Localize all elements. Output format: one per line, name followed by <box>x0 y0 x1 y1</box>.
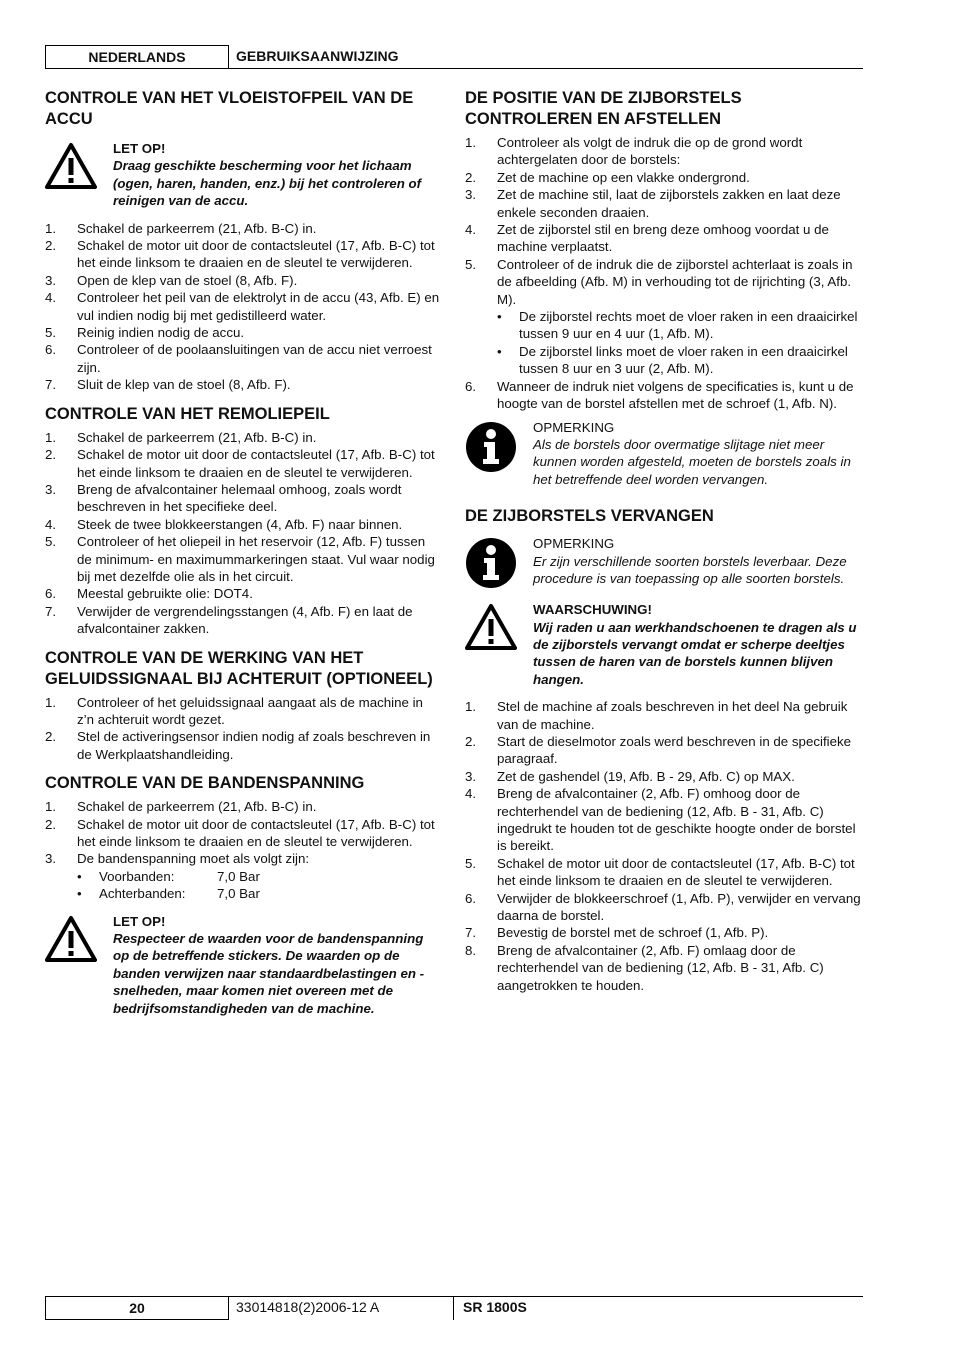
left-column <box>45 88 443 1023</box>
list-item: • De zijborstel links moet de vloer raken in een draaicirkel tussen 8 uur en 3 uur (2, Afb. M). <box>497 343 848 377</box>
list-item: 2. Stel de activeringsensor indien nodig af zoals beschreven in de Werkplaatshandleiding. <box>45 729 431 762</box>
step-list <box>465 698 865 994</box>
list-item: 1. Controleer als volgt de indruk die op de grond wordt achtergelaten door de borstels: <box>465 135 803 168</box>
section-heading-geluidssignaal: CONTROLE VAN DE WERKING VAN HET GELUIDSSIGNAAL BIJ ACHTERUIT (OPTIONEEL) <box>45 648 433 688</box>
warning-triangle-icon <box>465 603 517 651</box>
info-icon <box>465 421 517 473</box>
list-item: 2. Schakel de motor uit door de contactsleutel (17, Afb. B-C) tot het einde linksom te draaien en de sleutel te verwijderen. <box>45 447 435 480</box>
step-list <box>45 220 443 394</box>
list-item: 5. Schakel de motor uit door de contactsleutel (17, Afb. B-C) tot het einde linksom te draaien en de sleutel te verwijderen. <box>465 855 855 889</box>
note-title: LET OP! <box>113 141 166 156</box>
list-item: 5. Reinig indien nodig de accu. <box>45 325 245 341</box>
list-item: 2. Start de dieselmotor zoals werd beschreven in de specifieke paragraaf. <box>465 733 852 767</box>
footer-rule <box>228 1296 863 1297</box>
list-item: 3. Zet de gashendel (19, Afb. B - 29, Afb. C) op MAX. <box>465 768 795 784</box>
language-label: NEDERLANDS <box>45 45 229 69</box>
list-item: 2. Zet de machine op een vlakke ondergrond. <box>465 169 750 185</box>
list-item: 6. Wanneer de indruk niet volgens de specificaties is, kunt u de hoogte van de borstel afstellen met de schroef (1, Afb. N). <box>465 378 854 412</box>
section-heading-remoliepeil: CONTROLE VAN HET REMOLIEPEIL <box>45 404 330 423</box>
brush-bullet-list <box>465 308 865 378</box>
list-item: 1. Schakel de parkeerrem (21, Afb. B-C) in. <box>45 220 317 236</box>
note-text: Er zijn verschillende soorten borstels leverbaar. Deze procedure is van toepassing op alle soorten borstels. <box>533 553 847 586</box>
caution-note <box>45 913 443 1017</box>
list-item: 6. Verwijder de blokkeerschroef (1, Afb. P), verwijder en vervang daarna de borstel. <box>465 890 861 924</box>
step-list <box>45 429 443 638</box>
list-item: • Achterbanden: 7,0 Bar <box>77 886 260 902</box>
list-item: 2. Schakel de motor uit door de contactsleutel (17, Afb. B-C) tot het einde linksom te draaien en de sleutel te verwijderen. <box>45 238 435 271</box>
list-item: 4. Controleer het peil van de elektrolyt in de accu (43, Afb. E) en vul indien nodig bij met gedistilleerd water. <box>45 290 440 323</box>
list-item: 3. Zet de machine stil, laat de zijborstels zakken en laat deze enkele seconden draaien. <box>465 187 841 220</box>
list-item: • De zijborstel rechts moet de vloer raken in een draaicirkel tussen 9 uur en 4 uur (1, Afb. M). <box>497 309 858 342</box>
section-heading-zijborstels-afstellen: DE POSITIE VAN DE ZIJBORSTELS CONTROLEREN EN AFSTELLEN <box>465 89 742 128</box>
document-number: 33014818(2)2006-12 A <box>236 1299 380 1315</box>
list-item: • Voorbanden: 7,0 Bar <box>77 868 260 884</box>
right-column <box>465 88 865 994</box>
list-item: 3. Open de klep van de stoel (8, Afb. F). <box>45 272 298 288</box>
list-item: 6. Meestal gebruikte olie: DOT4. <box>45 586 253 602</box>
note-title: LET OP! <box>113 913 166 929</box>
list-item: 3. De bandenspanning moet als volgt zijn: <box>45 851 310 867</box>
list-item: 1. Schakel de parkeerrem (21, Afb. B-C) in. <box>45 429 317 445</box>
caution-note <box>45 140 443 210</box>
warning-triangle-icon <box>45 915 97 963</box>
note-title: WAARSCHUWING! <box>533 602 652 618</box>
header-rule <box>228 68 863 69</box>
page-number: 20 <box>45 1296 229 1320</box>
note-text: Als de borstels door overmatige slijtage niet meer kunnen worden afgesteld, moeten de borstels zoals in het betreffende deel worden vervangen. <box>533 436 851 487</box>
list-item: 5. Controleer of de indruk die de zijborstel achterlaat is zoals in de afbeelding (Afb. M) in verhouding tot de rijrichting (3, Afb. M). • De zijborstel rechts moet de vloer raken in een draaicirkel tussen 9 uur en 4 uur (1, Afb. M). • De zijborstel links moet de vloer raken in een draaicirkel tussen 8 uur en 3 uur (2, Afb. M). <box>465 256 865 378</box>
list-item: 7. Bevestig de borstel met de schroef (1, Afb. P). <box>465 925 769 941</box>
header-title: GEBRUIKSAANWIJZING <box>236 48 399 64</box>
list-item: 1. Stel de machine af zoals beschreven in het deel Na gebruik van de machine. <box>465 699 848 732</box>
footer-separator <box>453 1296 454 1320</box>
note-text: Wij raden u aan werkhandschoenen te dragen als u de zijborstels vervangt omdat er scherpe deeltjes tussen de haren van de borstels kunnen blijven hangen. <box>533 619 857 687</box>
list-item: 4. Steek de twee blokkeerstangen (4, Afb. F) naar binnen. <box>45 516 403 532</box>
list-item: 6. Controleer of de poolaansluitingen van de accu niet verroest zijn. <box>45 342 432 375</box>
section-heading-bandenspanning: CONTROLE VAN DE BANDENSPANNING <box>45 774 365 793</box>
section-heading-accu: CONTROLE VAN HET VLOEISTOFPEIL VAN DE ACCU <box>45 89 414 128</box>
machine-model: SR 1800S <box>463 1299 527 1315</box>
list-item: 3. Breng de afvalcontainer helemaal omhoog, zoals wordt beschreven in het specifieke deel. <box>45 481 402 515</box>
step-list <box>45 798 443 868</box>
note-title: OPMERKING <box>533 419 615 435</box>
list-item: 8. Breng de afvalcontainer (2, Afb. F) omlaag door de rechterhendel van de bediening (12, Afb. B - 31, Afb. C) aangetrokken te houden. <box>465 942 824 993</box>
list-item: 4. Zet de zijborstel stil en breng deze omhoog voordat u de machine verplaatst. <box>465 222 829 255</box>
step-list <box>45 694 443 764</box>
section-heading-zijborstels-vervangen: DE ZIJBORSTELS VERVANGEN <box>465 507 714 526</box>
list-item: 1. Schakel de parkeerrem (21, Afb. B-C) in. <box>45 799 317 815</box>
tyre-pressure-list <box>45 868 443 903</box>
note-text: Draag geschikte bescherming voor het lichaam (ogen, haren, handen, enz.) bij het controleren of reinigen van de accu. <box>113 158 422 209</box>
warning-note <box>465 601 865 688</box>
info-note <box>465 419 865 489</box>
page-footer <box>45 1296 863 1320</box>
info-note <box>465 535 865 589</box>
info-icon <box>465 537 517 589</box>
note-text: Respecteer de waarden voor de bandenspanning op de betreffende stickers. De waarden op de banden verwijzen naar standaardbelastingen en -snelheden, maar komen niet overeen met de bedrijfsomstandigheden van de machine. <box>113 931 425 1016</box>
list-item: 7. Sluit de klep van de stoel (8, Afb. F). <box>45 377 291 393</box>
list-item: 5. Controleer of het oliepeil in het reservoir (12, Afb. F) tussen de minimum- en maximummarkeringen staat. Vul waar nodig bij met dezelfde olie als in het circuit. <box>45 534 435 584</box>
list-item: 7. Verwijder de vergrendelingsstangen (4, Afb. F) en laat de afvalcontainer zakken. <box>45 603 413 637</box>
list-item: 2. Schakel de motor uit door de contactsleutel (17, Afb. B-C) tot het einde linksom te draaien en de sleutel te verwijderen. <box>45 816 435 849</box>
warning-triangle-icon <box>45 142 97 190</box>
step-list <box>465 134 865 413</box>
list-item: 1. Controleer of het geluidssignaal aangaat als de machine in z’n achteruit wordt gezet. <box>45 694 423 727</box>
note-title: OPMERKING <box>533 536 615 552</box>
list-item: 4. Breng de afvalcontainer (2, Afb. F) omhoog door de rechterhendel van de bediening (12, Afb. B - 31, Afb. C) ingedrukt te houden tot de geschikte hoogte onder de borstel is bereikt. <box>465 786 856 854</box>
page-header <box>45 45 863 68</box>
